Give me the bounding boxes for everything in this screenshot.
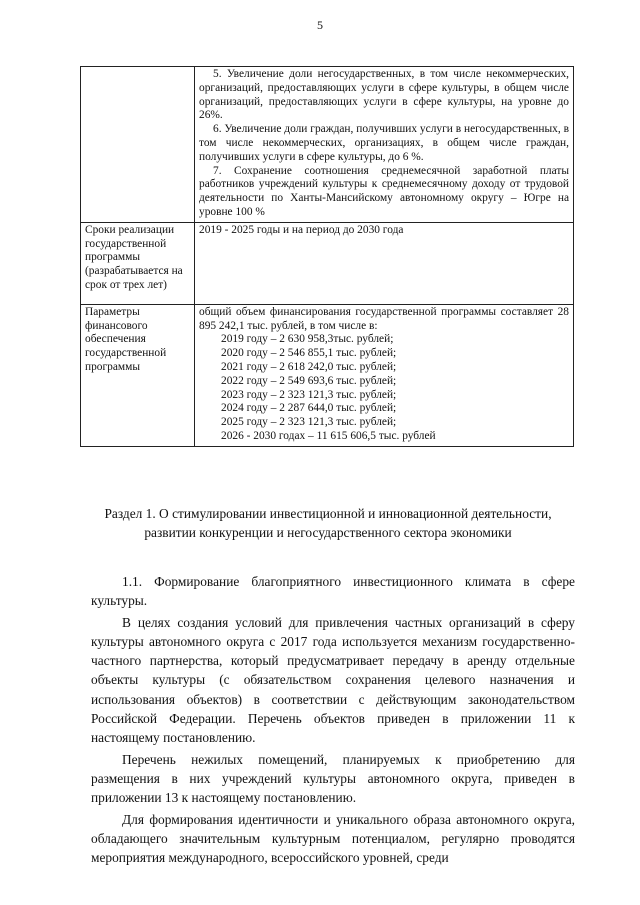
list-item: 2024 году – 2 287 644,0 тыс. рублей; bbox=[221, 402, 397, 415]
list-item: 2019 году – 2 630 958,3тыс. рублей; bbox=[221, 333, 394, 346]
term-value: 2019 - 2025 годы и на период до 2030 года bbox=[195, 222, 574, 304]
paragraph: 1.1. Формирование благоприятного инвестиционного климата в сфере культуры. bbox=[91, 574, 575, 609]
list-item: 2020 году – 2 546 855,1 тыс. рублей; bbox=[221, 347, 397, 360]
body-text bbox=[91, 572, 575, 867]
table-cell-empty bbox=[81, 67, 195, 223]
financing-intro: общий объем финансирования государственной программы составляет 28 895 242,1 тыс. рублей, в том числе в: bbox=[199, 305, 569, 332]
list-item: 2026 - 2030 годах – 11 615 606,5 тыс. рублей bbox=[221, 429, 436, 442]
table-row bbox=[81, 67, 574, 223]
paragraph: Перечень нежилых помещений, планируемых к приобретению для размещения в них учреждений культуры автономного округа, приведен в приложении 13 к настоящему постановлению. bbox=[91, 751, 575, 806]
financing-years-list bbox=[199, 333, 569, 443]
paragraph: Для формирования идентичности и уникального образа автономного округа, обладающего значительным культурным потенциалом, регулярно проводятся мероприятия международного, всероссийского уровней, среди bbox=[91, 811, 575, 866]
table-row bbox=[81, 304, 574, 446]
list-item: 2021 году – 2 618 242,0 тыс. рублей; bbox=[221, 360, 397, 373]
financing-label: Параметры финансового обеспечения государственной программы bbox=[81, 304, 195, 446]
target-item-5: 5. Увеличение доли негосударственных, в том числе некоммерческих, организаций, предоставляющих услуги в сфере культуры, в общем числе организаций, предоставляющих услуги в сфере культуры, на уровне до 26%. bbox=[199, 68, 569, 122]
target-item-7: 7. Сохранение соотношения среднемесячной заработной платы работников учреждений культуры к среднемесячному доходу от трудовой деятельности по Ханты-Мансийскому автономному округу – Югре на уровне 100 % bbox=[199, 164, 569, 218]
list-item: 2022 году – 2 549 693,6 тыс. рублей; bbox=[221, 374, 397, 387]
page-number: 5 bbox=[317, 18, 323, 32]
paragraph: В целях создания условий для привлечения частных организаций в сферу культуры автономного округа с 2017 года используется механизм государственно-частного партнерства, который предусматривает передачу в аренду отдельные объекты культуры (с обязательством сохранения целевого назначения и использования объектов) в соответствии с действующим законодательством Российской Федерации. Перечень объектов приведен в приложении 11 к настоящему постановлению. bbox=[91, 614, 575, 746]
financing-value bbox=[195, 304, 574, 446]
section-title: Раздел 1. О стимулировании инвестиционной и инновационной деятельности, развитии конкуренции и негосударственного сектора экономики bbox=[104, 506, 552, 540]
list-item: 2025 году – 2 323 121,3 тыс. рублей; bbox=[221, 416, 397, 429]
targets-cell bbox=[195, 67, 574, 223]
program-passport-table bbox=[80, 66, 574, 447]
table-row bbox=[81, 222, 574, 304]
term-label: Сроки реализации государственной программы (разрабатывается на срок от трех лет) bbox=[81, 222, 195, 304]
list-item: 2023 году – 2 323 121,3 тыс. рублей; bbox=[221, 388, 397, 401]
target-item-6: 6. Увеличение доли граждан, получивших услуги в негосударственных, в том числе некоммерческих, организациях, в общем числе граждан, получивших услуги в сфере культуры, до 6 %. bbox=[199, 123, 569, 163]
